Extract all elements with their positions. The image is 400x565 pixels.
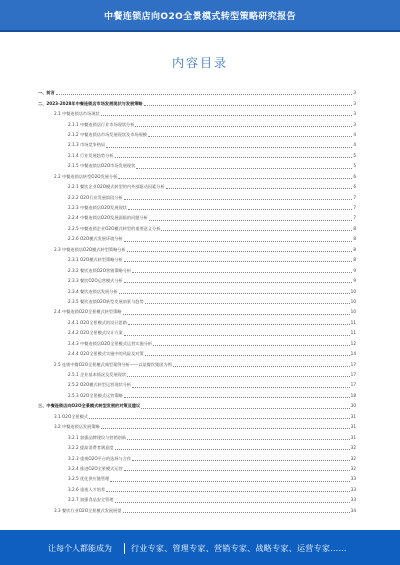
toc-entry[interactable] bbox=[36, 304, 356, 314]
toc-entry[interactable] bbox=[36, 471, 356, 481]
toc-entry-label: 2.3 中餐连锁店O2O模式转型策略分析 bbox=[54, 246, 126, 252]
toc-entry[interactable] bbox=[36, 252, 356, 262]
toc-entry-label: 3.2.5 优化供应链管理 bbox=[68, 476, 110, 482]
toc-entry[interactable] bbox=[36, 294, 356, 304]
toc-entry-label: 三、中餐连锁店向O2O全景模式转型发展的对策及建议 bbox=[38, 403, 141, 409]
toc-entry[interactable] bbox=[36, 346, 356, 356]
toc-entry-label: 2.3.2 餐饮连锁O2O营销策略分析 bbox=[68, 267, 132, 273]
toc-page-number: 11 bbox=[350, 319, 356, 325]
toc-entry[interactable] bbox=[36, 450, 356, 460]
toc-entry[interactable] bbox=[36, 440, 356, 450]
toc-entry[interactable] bbox=[36, 85, 356, 95]
toc-page-number: 3 bbox=[353, 111, 356, 117]
toc-entry-label: 3.2.6 重视人才培养 bbox=[68, 486, 106, 492]
toc-leader-dots bbox=[123, 509, 350, 513]
toc-entry-label: 2.3.4 餐饮连锁店发展分析 bbox=[68, 288, 118, 294]
toc-page-number: 10 bbox=[350, 288, 356, 294]
toc-page-number: 5 bbox=[353, 152, 356, 158]
toc-page-number: 9 bbox=[353, 278, 356, 284]
toc-entry-label: 3.1 O2O全景模式 bbox=[54, 413, 88, 419]
toc-entry-label: 一、前言 bbox=[38, 90, 55, 96]
toc-entry[interactable] bbox=[36, 482, 356, 492]
toc-entry-label: 2.1.4 行业发展趋势分析 bbox=[68, 152, 114, 158]
toc-page-number: 3 bbox=[353, 90, 356, 96]
toc-page-number: 11 bbox=[350, 330, 356, 336]
toc-entry[interactable] bbox=[36, 398, 356, 408]
toc-entry[interactable] bbox=[36, 377, 356, 387]
toc-page-number: 17 bbox=[350, 361, 356, 367]
toc-entry-label: 2.2.4 中餐连锁店O2O发展面临的问题分析 bbox=[68, 215, 148, 221]
toc-entry[interactable] bbox=[36, 242, 356, 252]
toc-entry[interactable] bbox=[36, 116, 356, 126]
toc-entry[interactable] bbox=[36, 137, 356, 147]
toc-entry[interactable] bbox=[36, 200, 356, 210]
toc-heading: 内容目录 bbox=[171, 56, 228, 70]
toc-page-number: 8 bbox=[353, 257, 356, 263]
toc-page-number: 5 bbox=[353, 163, 356, 169]
toc-entry-label: 2.5.2 O2O模式转型运营现状分析 bbox=[68, 382, 132, 388]
toc-page-number: 34 bbox=[350, 507, 356, 513]
toc-entry[interactable] bbox=[36, 189, 356, 199]
toc-entry-label: 2.1.5 中餐连锁店O2O市场发展现状 bbox=[68, 163, 136, 169]
footer-tagline: 行业专家、管理专家、营销专家、战略专家、运营专家…… bbox=[124, 543, 347, 554]
toc-page-number: 7 bbox=[353, 215, 356, 221]
toc-page-number: 6 bbox=[353, 173, 356, 179]
toc-page-number: 9 bbox=[353, 267, 356, 273]
toc-page-number: 8 bbox=[353, 225, 356, 231]
toc-page-number: 14 bbox=[350, 351, 356, 357]
toc-entry-label: 2.3.1 O2O模式转型策略分析 bbox=[68, 257, 123, 263]
toc-entry[interactable] bbox=[36, 158, 356, 168]
toc-page-number: 31 bbox=[350, 413, 356, 419]
toc-entry-label: 2.1 中餐连锁店市场现状 bbox=[54, 111, 100, 117]
toc-page-number: 12 bbox=[350, 340, 356, 346]
toc-entry-label: 2.5.3 O2O全景模式运营策略 bbox=[68, 392, 123, 398]
toc-entry[interactable] bbox=[36, 106, 356, 116]
toc-entry[interactable] bbox=[36, 283, 356, 293]
toc-page-number: 31 bbox=[350, 434, 356, 440]
toc-entry[interactable] bbox=[36, 169, 356, 179]
toc-entry[interactable] bbox=[36, 231, 356, 241]
toc-page-number: 32 bbox=[350, 455, 356, 461]
toc-entry-label: 2.2.1 餐饮企业O2O模式转型的内外部驱动因素分析 bbox=[68, 184, 165, 190]
toc-entry[interactable] bbox=[36, 127, 356, 137]
toc-page-number: 32 bbox=[350, 465, 356, 471]
toc-page-number: 31 bbox=[350, 424, 356, 430]
toc-page-number: 4 bbox=[353, 131, 356, 137]
toc-page-number: 10 bbox=[350, 309, 356, 315]
toc-page-number: 4 bbox=[353, 142, 356, 148]
toc-entry-label: 3.2.1 加强品牌建设与营销创新 bbox=[68, 434, 127, 440]
toc-page-number: 33 bbox=[350, 486, 356, 492]
toc-entry-label: 2.4.2 O2O全景模式设计方案 bbox=[68, 330, 123, 336]
toc-page-number: 33 bbox=[350, 476, 356, 482]
toc-entry[interactable] bbox=[36, 325, 356, 335]
toc-entry-label: 2.5 连锁中餐O2O全景模式典型案例分析——以某餐饮集团为例 bbox=[54, 361, 172, 367]
toc-entry[interactable] bbox=[36, 461, 356, 471]
toc-entry[interactable] bbox=[36, 221, 356, 231]
toc-entry-label: 2.2.5 中餐连锁企业O2O模式转型的重要意义分析 bbox=[68, 225, 161, 231]
toc-entry-label: 2.4.1 O2O全景模式的设计思路 bbox=[68, 319, 127, 325]
footer-slogan: 让每个人都能成为 bbox=[48, 544, 112, 553]
toc-page-number: 10 bbox=[350, 298, 356, 304]
toc-page-number: 33 bbox=[350, 497, 356, 503]
toc-entry[interactable] bbox=[36, 210, 356, 220]
toc-entry-label: 2.5.1 企业基本情况及发展现状 bbox=[68, 372, 127, 378]
toc-entry[interactable] bbox=[36, 419, 356, 429]
toc-page-number: 32 bbox=[350, 445, 356, 451]
toc-page-number: 7 bbox=[353, 205, 356, 211]
toc-entry-label: 3.2 中餐连锁店发展策略 bbox=[54, 424, 100, 430]
toc-page-number: 8 bbox=[353, 246, 356, 252]
toc-entry[interactable] bbox=[36, 409, 356, 419]
toc-entry-label: 3.2.3 重视O2O平台的选择与合作 bbox=[68, 455, 132, 461]
toc-page-number: 3 bbox=[353, 121, 356, 127]
toc-entry[interactable] bbox=[36, 336, 356, 346]
toc-entry-label: 2.4 中餐连锁O2O全景模式转型策略 bbox=[54, 309, 122, 315]
toc-page-number: 7 bbox=[353, 194, 356, 200]
toc-entry[interactable] bbox=[36, 179, 356, 189]
footer-banner bbox=[0, 530, 400, 565]
toc-entry-label: 2.4.4 O2O全景模式实施中的风险及对策 bbox=[68, 351, 144, 357]
report-title: 中餐连锁店向O2O全景模式转型策略研究报告 bbox=[104, 12, 296, 22]
toc-entry-label: 3.2.7 加强食品安全管理 bbox=[68, 497, 114, 503]
toc-entry-label: 2.1.2 中餐连锁店市场发展现状及市场规模 bbox=[68, 131, 147, 137]
table-of-contents bbox=[36, 85, 356, 513]
toc-entry-label: 2.1.1 中餐连锁店行业市场现状分析 bbox=[68, 121, 135, 127]
toc-entry[interactable] bbox=[36, 273, 356, 283]
toc-page-number: 17 bbox=[350, 372, 356, 378]
toc-entry-label: 3.3 餐饮行业O2O全景模式发展展望 bbox=[54, 507, 122, 513]
toc-entry-label: 3.2.2 提高消费者满意度 bbox=[68, 445, 114, 451]
toc-entry-label: 2.2.2 O2O行业发展阶段分析 bbox=[68, 194, 123, 200]
toc-entry[interactable] bbox=[36, 492, 356, 502]
toc-entry-label: 2.2.6 O2O模式发展环境分析 bbox=[68, 236, 123, 242]
toc-page-number: 18 bbox=[350, 392, 356, 398]
toc-page-number: 30 bbox=[350, 403, 356, 409]
toc-entry[interactable] bbox=[36, 95, 356, 105]
toc-entry-label: 2.4.3 中餐连锁店O2O全景模式运营实施分析 bbox=[68, 340, 153, 346]
toc-entry-label: 2.1.3 市场竞争格局 bbox=[68, 142, 106, 148]
toc-entry-label: 2.3.5 餐饮连锁O2O转型发展前景与趋势 bbox=[68, 298, 144, 304]
toc-page-number: 3 bbox=[353, 100, 356, 106]
toc-page-number: 8 bbox=[353, 236, 356, 242]
toc-entry-label: 2.2 中餐连锁店转型O2O发展分析 bbox=[54, 173, 118, 179]
toc-entry-label: 2.2.3 中餐连锁店O2O发展现状 bbox=[68, 205, 127, 211]
toc-entry[interactable] bbox=[36, 388, 356, 398]
toc-entry[interactable] bbox=[36, 262, 356, 272]
toc-entry[interactable] bbox=[36, 429, 356, 439]
report-header bbox=[0, 0, 400, 32]
toc-entry[interactable] bbox=[36, 503, 356, 513]
toc-entry[interactable] bbox=[36, 356, 356, 366]
toc-page-number: 17 bbox=[350, 382, 356, 388]
toc-entry-label: 2.3.3 餐饮O2O运营模式分析 bbox=[68, 278, 123, 284]
toc-entry[interactable] bbox=[36, 148, 356, 158]
toc-entry-label: 3.2.4 推进O2O全景模式运营 bbox=[68, 465, 123, 471]
toc-entry[interactable] bbox=[36, 315, 356, 325]
toc-page-number: 6 bbox=[353, 184, 356, 190]
toc-entry[interactable] bbox=[36, 367, 356, 377]
toc-entry-label: 二、2023-2028年中餐连锁店市场发展现状与发展策略 bbox=[38, 100, 143, 106]
